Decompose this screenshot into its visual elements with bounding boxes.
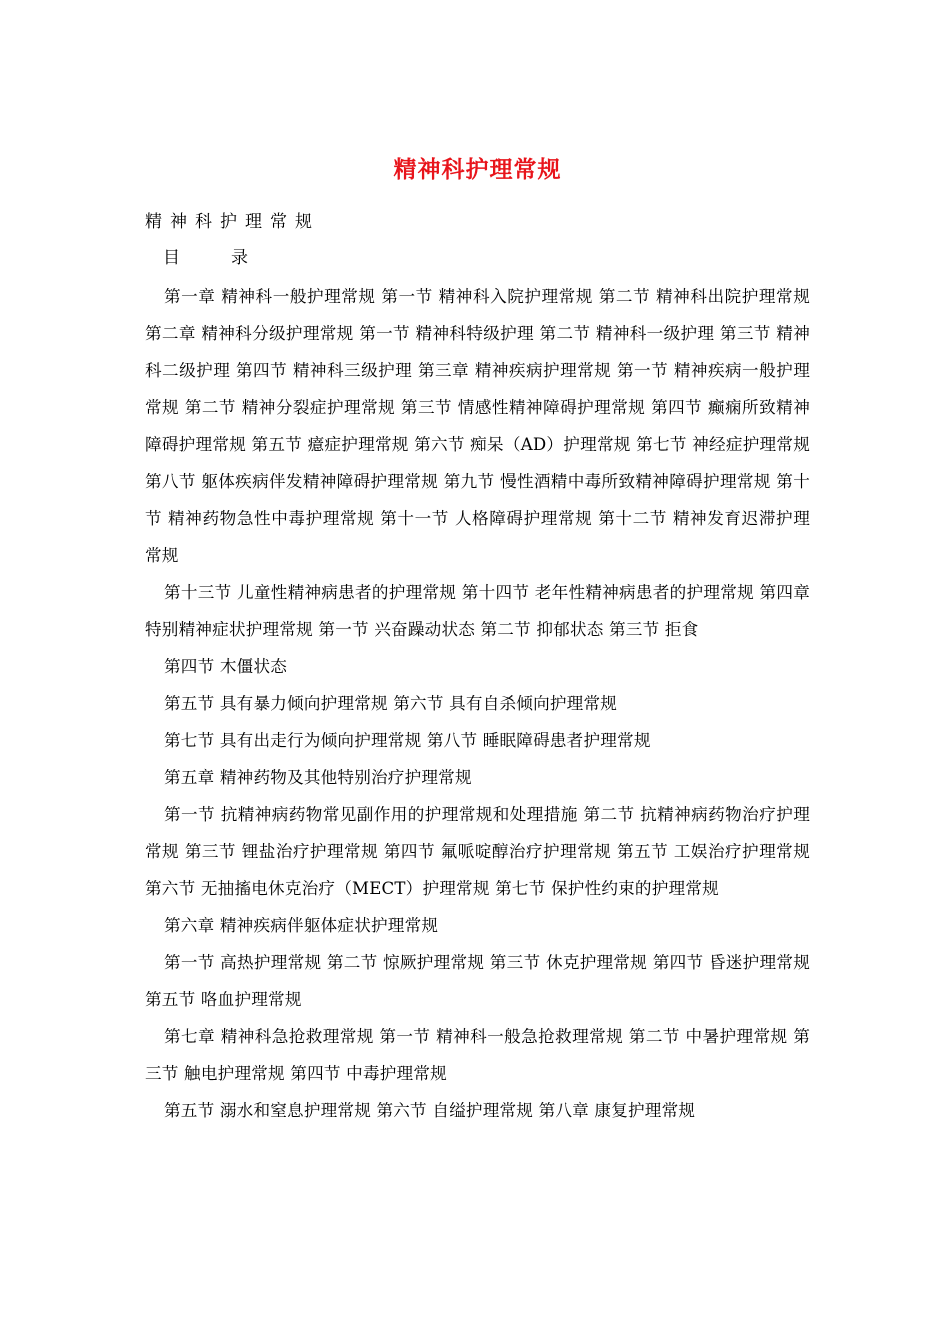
toc-paragraph: 第一章 精神科一般护理常规 第一节 精神科入院护理常规 第二节 精神科出院护理常规 第二章 精神科分级护理常规 第一节 精神科特级护理 第二节 精神科一级护理 第三节 精神科二级护理 第四节 精神科三级护理 第三章 精神疾病护理常规 第一节 精神疾病一般护理常规 第二节 精神分裂症护理常规 第三节 情感性精神障碍护理常规 第四节 癫痫所致精神障碍护理常规 第五节 癔症护理常规 第六节 痴呆（AD）护理常规 第七节 神经症护理常规 第八节 躯体疾病伴发精神障碍护理常规 第九节 慢性酒精中毒所致精神障碍护理常规 第十节 精神药物急性中毒护理常规 第十一节 人格障碍护理常规 第十二节 精神发育迟滞护理常规 [145,287,810,565]
toc-paragraph: 第一节 高热护理常规 第二节 惊厥护理常规 第三节 休克护理常规 第四节 昏迷护理常规 第五节 咯血护理常规 [145,953,810,1009]
toc-paragraph: 第七节 具有出走行为倾向护理常规 第八节 睡眠障碍患者护理常规 [164,731,651,750]
toc-paragraph: 第七章 精神科急抢救理常规 第一节 精神科一般急抢救理常规 第二节 中暑护理常规 第三节 触电护理常规 第四节 中毒护理常规 [145,1027,810,1083]
toc-paragraph: 第五节 具有暴力倾向护理常规 第六节 具有自杀倾向护理常规 [164,694,618,713]
document-page [145,150,810,1129]
toc-paragraph: 第十三节 儿童性精神病患者的护理常规 第十四节 老年性精神病患者的护理常规 第四章 特别精神症状护理常规 第一节 兴奋躁动状态 第二节 抑郁状态 第三节 拒食 [145,583,810,639]
toc-paragraph: 第一节 抗精神病药物常见副作用的护理常规和处理措施 第二节 抗精神病药物治疗护理常规 第三节 锂盐治疗护理常规 第四节 氟哌啶醇治疗护理常规 第五节 工娱治疗护理常规 第六节 无抽搐电休克治疗（MECT）护理常规 第七节 保护性约束的护理常规 [145,805,810,898]
toc-heading: 目 录 [163,248,248,268]
toc-paragraph: 第六章 精神疾病伴躯体症状护理常规 [164,916,439,935]
document-title: 精神科护理常规 [393,156,562,183]
toc-paragraph: 第五节 溺水和窒息护理常规 第六节 自缢护理常规 第八章 康复护理常规 [164,1101,696,1120]
toc-paragraph: 第四节 木僵状态 [164,657,288,676]
toc-body [145,278,810,1129]
toc-paragraph: 第五章 精神药物及其他特别治疗护理常规 [164,768,472,787]
document-subtitle: 精神科护理常规 [145,212,320,232]
